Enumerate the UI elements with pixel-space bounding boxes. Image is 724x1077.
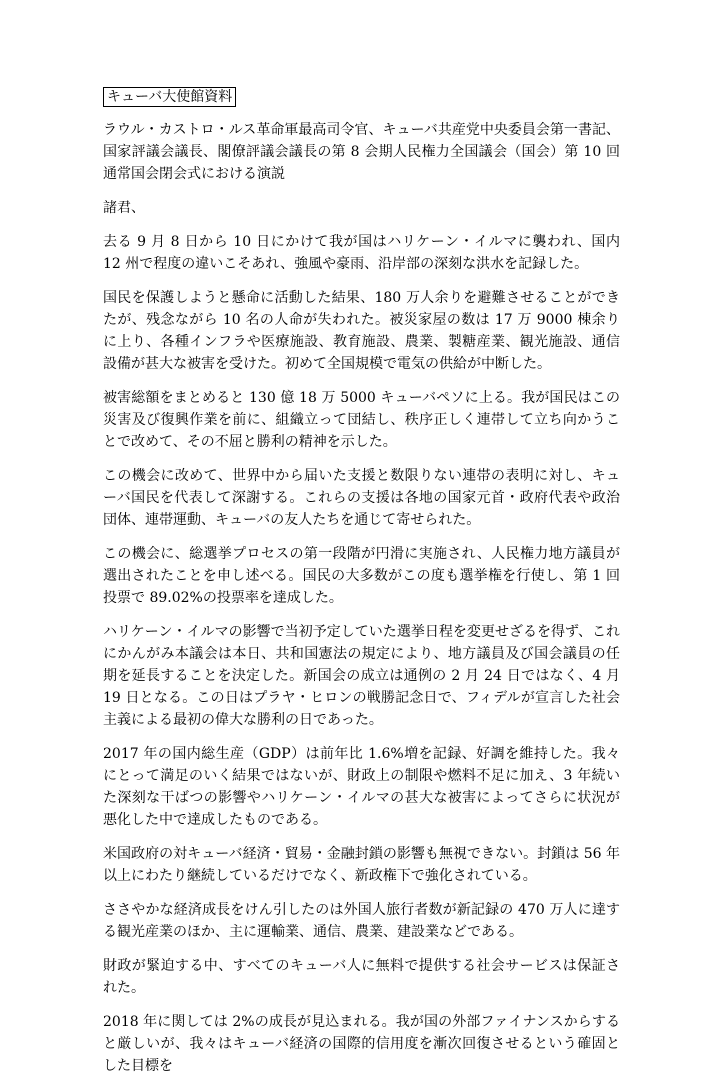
paragraph: 去る 9 月 8 日から 10 日にかけて我が国はハリケーン・イルマに襲われ、国内 12 州で程度の違いこそあれ、強風や豪雨、沿岸部の深刻な洪水を記録した。 [103, 234, 620, 272]
salutation: 諸君、 [103, 200, 145, 216]
paragraph: 2018 年に関しては 2%の成長が見込まれる。我が国の外部ファイナンスからすると厳しいが、我々はキューバ経済の国際的信用度を漸次回復させるという確固とした目標を [103, 1014, 620, 1074]
document-source-label: キューバ大使館資料 [103, 87, 236, 107]
paragraph: 財政が緊迫する中、すべてのキューバ人に無料で提供する社会サービスは保証された。 [103, 958, 620, 996]
paragraph: 米国政府の対キューバ経済・貿易・金融封鎖の影響も無視できない。封鎖は 56 年以上にわたり継続しているだけでなく、新政権下で強化されている。 [103, 846, 620, 884]
paragraph: この機会に改めて、世界中から届いた支援と数限りない連帯の表明に対し、キューバ国民を代表して深謝する。これらの支援は各地の国家元首・政府代表や政治団体、連帯運動、キューバの友人たちを通じて寄せられた。 [103, 468, 620, 528]
paragraph: 2017 年の国内総生産（GDP）は前年比 1.6%増を記録、好調を維持した。我々にとって満足のいく結果ではないが、財政上の制限や燃料不足に加え、3 年続いた深刻な干ばつの影響やハリケーン・イルマの甚大な被害によってさらに状況が悪化した中で達成したものである。 [103, 746, 620, 828]
speech-title: ラウル・カストロ・ルス革命軍最高司令官、キューバ共産党中央委員会第一書記、国家評議会議長、閣僚評議会議長の第 8 会期人民権力全国議会（国会）第 10 回通常国会閉会式における演説 [103, 122, 620, 182]
paragraph: 被害総額をまとめると 130 億 18 万 5000 キューバペソに上る。我が国民はこの災害及び復興作業を前に、組織立って団結し、秩序正しく連帯して立ち向かうことで改めて、その不屈と勝利の精神を示した。 [103, 390, 620, 450]
paragraph: 国民を保護しようと懸命に活動した結果、180 万人余りを避難させることができたが、残念ながら 10 名の人命が失われた。被災家屋の数は 17 万 9000 棟余りに上り、各種インフラや医療施設、教育施設、農業、製糖産業、観光施設、通信設備が甚大な被害を受けた。初めて全国規模で電気の供給が中断した。 [103, 290, 620, 372]
paragraph: この機会に、総選挙プロセスの第一段階が円滑に実施され、人民権力地方議員が選出されたことを申し述べる。国民の大多数がこの度も選挙権を行使し、第 1 回投票で 89.02%の投票率を達成した。 [103, 546, 620, 606]
paragraph: ささやかな経済成長をけん引したのは外国人旅行者数が新記録の 470 万人に達する観光産業のほか、主に運輸業、通信、農業、建設業などである。 [103, 902, 620, 940]
paragraph: ハリケーン・イルマの影響で当初予定していた選挙日程を変更せざるを得ず、これにかんがみ本議会は本日、共和国憲法の規定により、地方議員及び国会議員の任期を延長することを決定した。新国会の成立は通例の 2 月 24 日ではなく、4 月 19 日となる。この日はプラヤ・ヒロンの戦勝記念日で、フィデルが宣言した社会主義による最初の偉大な勝利の日であった。 [103, 624, 620, 728]
